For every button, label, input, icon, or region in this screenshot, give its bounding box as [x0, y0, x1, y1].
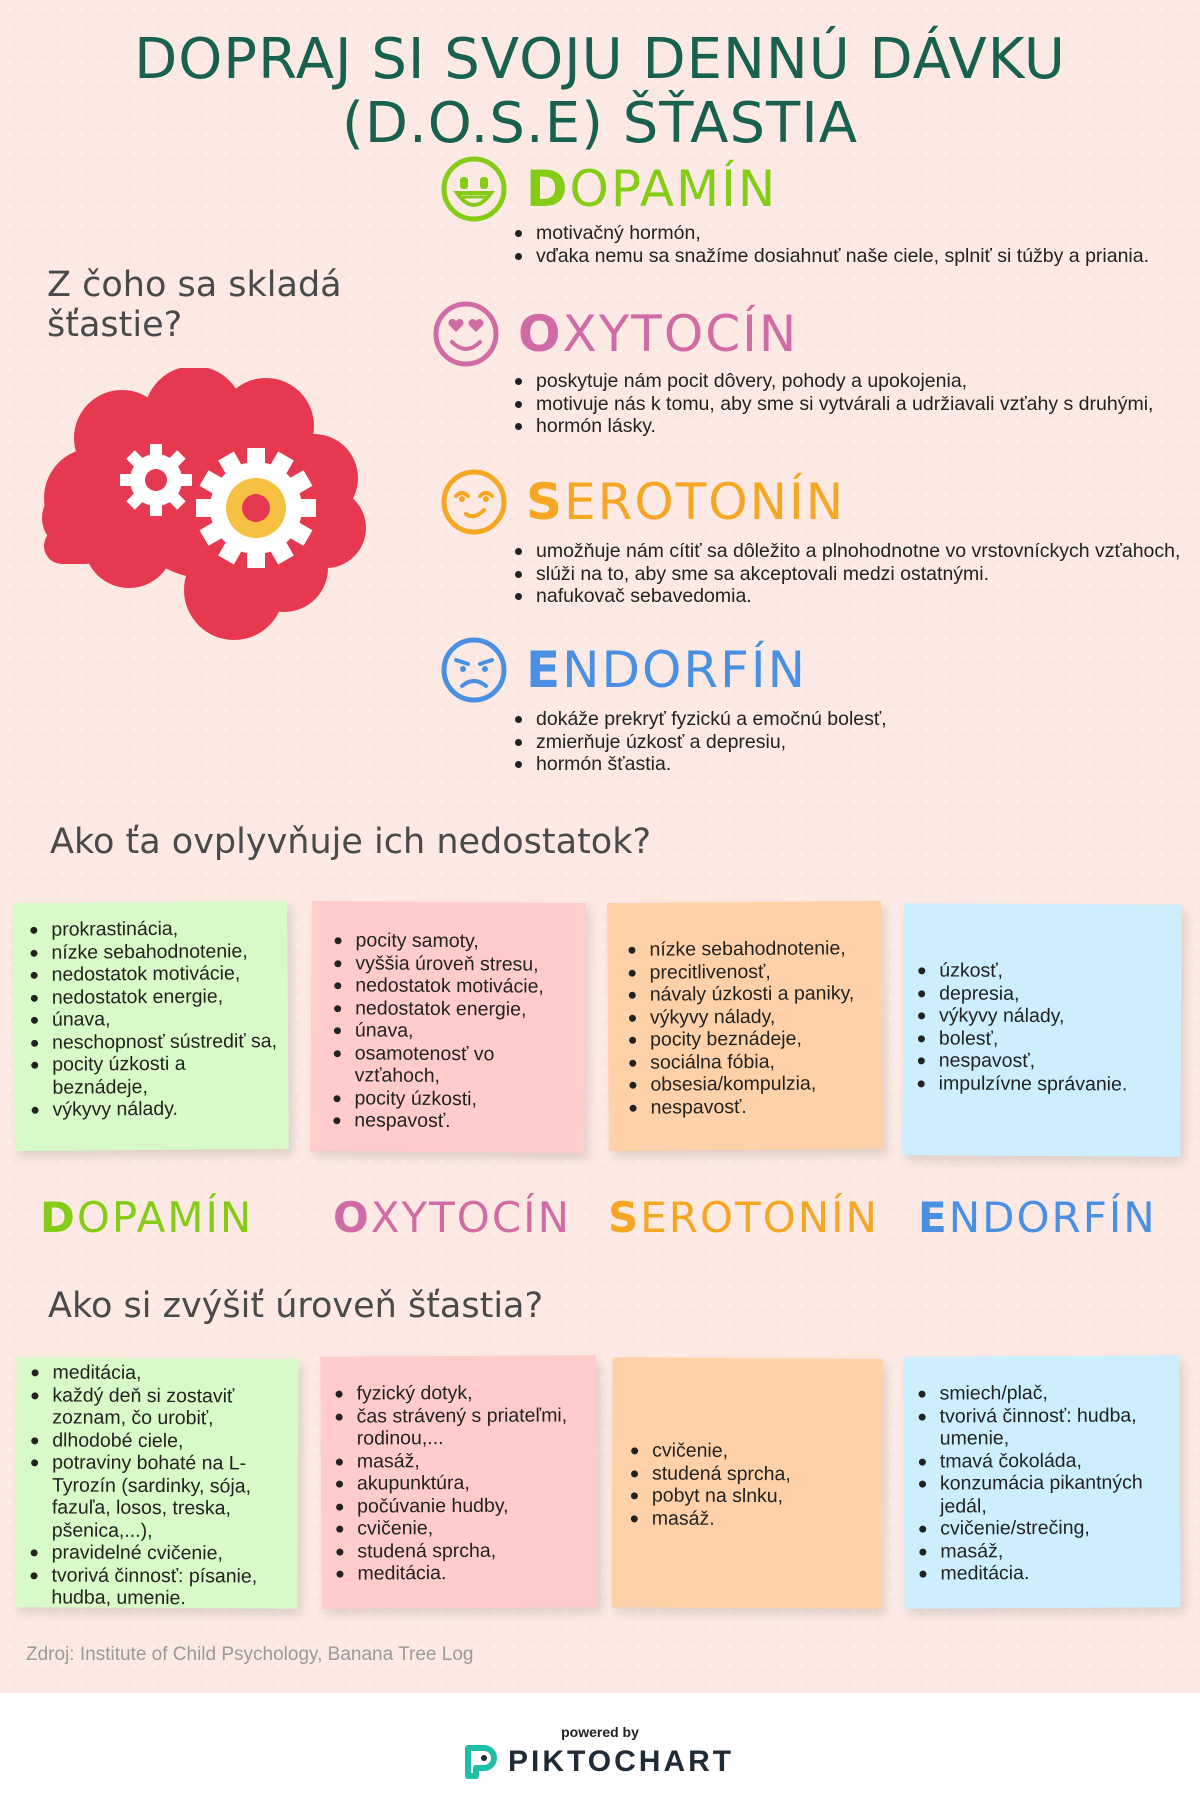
oxytocin-description	[510, 370, 1186, 438]
list-item: cvičenie,	[357, 1516, 597, 1540]
list-item: akupunktúra,	[357, 1471, 597, 1495]
label-initial: S	[608, 1193, 641, 1242]
list-item: masáž.	[652, 1507, 882, 1531]
source-citation: Zdroj: Institute of Child Psychology, Banana Tree Log	[26, 1644, 474, 1665]
dopamin-description	[510, 222, 1176, 267]
list-item: cvičenie,	[652, 1440, 882, 1464]
heart-eyes-icon	[432, 300, 500, 368]
list-item: cvičenie/strečing,	[940, 1516, 1180, 1540]
list-item: smiech/plač,	[939, 1381, 1179, 1405]
list-item: prokrastinácia,	[51, 917, 283, 941]
brain-gears-icon	[34, 368, 379, 640]
sad-icon	[440, 636, 508, 704]
list-item: masáž,	[357, 1449, 597, 1473]
hormone-initial: D	[526, 160, 570, 218]
label-initial: E	[918, 1193, 949, 1242]
list-item: vyššia úroveň stresu,	[355, 952, 585, 976]
boost-note-oxytocin	[320, 1355, 597, 1608]
page-title	[0, 28, 1200, 157]
hormone-name-rest: OPAMÍN	[569, 160, 778, 218]
list-item: čas strávený s priateľmi, rodinou,...	[357, 1404, 597, 1450]
list-item: nedostatok energie,	[52, 985, 284, 1009]
boost-list-dopamin	[21, 1361, 294, 1610]
deficiency-list-serotonin	[623, 937, 882, 1119]
label-rest: EROTONÍN	[640, 1193, 879, 1242]
label-rest: XYTOCÍN	[370, 1193, 571, 1242]
list-item: potraviny bohaté na L-Tyrozín (sardinky, sója, fazuľa, losos, treska, pšenica,...),	[52, 1451, 294, 1542]
hormone-initial: S	[526, 473, 565, 531]
title-line-2: (D.O.S.E) ŠŤASTIA	[341, 91, 859, 157]
list-item: nespavosť.	[354, 1109, 584, 1133]
list-item: výkyvy nálady.	[53, 1097, 285, 1121]
boost-list-serotonin	[624, 1439, 882, 1530]
label-endorfin	[918, 1193, 1157, 1242]
deficiency-list-endorfin	[913, 959, 1176, 1095]
list-item: motivuje nás k tomu, aby sme si vytvárali a udržiavali vzťahy s druhými,	[536, 393, 1186, 416]
list-item: výkyvy nálady,	[939, 1004, 1175, 1028]
boost-note-serotonin	[611, 1357, 882, 1608]
list-item: neschopnosť sústrediť sa,	[52, 1030, 284, 1054]
list-item: nespavosť,	[939, 1049, 1175, 1073]
list-item: studená sprcha,	[357, 1539, 597, 1563]
smirk-icon	[440, 468, 508, 536]
list-item: bolesť,	[939, 1027, 1175, 1051]
list-item: nedostatok energie,	[355, 997, 585, 1021]
list-item: konzumácia pikantných jedál,	[940, 1471, 1180, 1517]
piktochart-logo-icon	[464, 1744, 498, 1780]
deficiency-note-endorfin	[902, 903, 1181, 1156]
list-item: sociálna fóbia,	[650, 1050, 882, 1074]
list-item: hormón šťastia.	[536, 753, 1176, 776]
list-item: impulzívne správanie.	[939, 1072, 1175, 1096]
list-item: fyzický dotyk,	[356, 1381, 596, 1405]
list-item: nedostatok motivácie,	[355, 974, 585, 998]
list-item: nízke sebahodnotenie,	[649, 937, 881, 961]
list-item: tmavá čokoláda,	[940, 1449, 1180, 1473]
piktochart-brand-text: PIKTOCHART	[508, 1745, 735, 1778]
list-item: nafukovač sebavedomia.	[536, 585, 1200, 608]
list-item: úzkosť,	[939, 959, 1175, 983]
list-item: zmierňuje úzkosť a depresiu,	[536, 731, 1176, 754]
endorfin-description	[510, 708, 1176, 776]
hormone-heading-serotonin	[440, 468, 845, 536]
list-item: poskytuje nám pocit dôvery, pohody a upokojenia,	[536, 370, 1186, 393]
list-item: únava,	[52, 1007, 284, 1031]
list-item: nízke sebahodnotenie,	[51, 940, 283, 964]
boost-list-oxytocin	[330, 1381, 597, 1585]
list-item: obsesia/kompulzia,	[650, 1072, 882, 1096]
list-item: dokáže prekryť fyzickú a emočnú bolesť,	[536, 708, 1176, 731]
hormone-name-rest: NDORFÍN	[562, 641, 808, 699]
intro-question-line-2: šťastie?	[47, 305, 183, 346]
list-item: umožňuje nám cítiť sa dôležito a plnohodnotne vo vrstovníckych vzťahoch,	[536, 540, 1200, 563]
list-item: pocity úzkosti a beznádeje,	[52, 1052, 284, 1099]
list-item: precitlivenosť,	[650, 960, 882, 984]
hormone-initial: E	[526, 641, 563, 699]
powered-by-text: powered by	[561, 1724, 639, 1740]
serotonin-description	[510, 540, 1200, 608]
list-item: počúvanie hudby,	[357, 1494, 597, 1518]
smile-icon	[440, 155, 508, 223]
list-item: dlhodobé ciele,	[52, 1429, 294, 1453]
label-initial: D	[40, 1193, 77, 1242]
list-item: hormón lásky.	[536, 415, 1186, 438]
hormone-initial: O	[518, 305, 563, 363]
list-item: únava,	[355, 1019, 585, 1043]
list-item: slúži na to, aby sme sa akceptovali medzi ostatnými.	[536, 563, 1200, 586]
deficiency-question: Ako ťa ovplyvňuje ich nedostatok?	[50, 822, 652, 862]
label-initial: O	[333, 1193, 371, 1242]
list-item: meditácia.	[357, 1561, 597, 1585]
label-serotonin	[608, 1193, 879, 1242]
deficiency-list-oxytocin	[328, 929, 585, 1133]
boost-list-endorfin	[913, 1381, 1180, 1585]
list-item: pocity úzkosti,	[354, 1087, 584, 1111]
label-rest: OPAMÍN	[76, 1193, 254, 1242]
hormone-heading-oxytocin	[432, 300, 798, 368]
list-item: pravidelné cvičenie,	[52, 1541, 294, 1565]
list-item: motivačný hormón,	[536, 222, 1176, 245]
list-item: vďaka nemu sa snažíme dosiahnuť naše ciele, splniť si túžby a priania.	[536, 245, 1176, 268]
hormone-heading-endorfin	[440, 636, 807, 704]
list-item: masáž,	[940, 1539, 1180, 1563]
list-item: studená sprcha,	[652, 1462, 882, 1486]
list-item: návaly úzkosti a paniky,	[650, 982, 882, 1006]
hormone-name-rest: XYTOCÍN	[562, 305, 799, 363]
list-item: nespavosť.	[650, 1095, 882, 1119]
list-item: výkyvy nálady,	[650, 1005, 882, 1029]
label-rest: NDORFÍN	[948, 1193, 1157, 1242]
intro-question	[47, 265, 342, 346]
list-item: meditácia,	[53, 1361, 295, 1385]
boost-note-dopamin	[15, 1357, 298, 1608]
deficiency-list-dopamin	[21, 917, 284, 1121]
intro-question-line-1: Z čoho sa skladá	[47, 265, 342, 305]
label-oxytocin	[333, 1193, 571, 1242]
deficiency-note-serotonin	[607, 901, 883, 1151]
list-item: meditácia.	[940, 1561, 1180, 1585]
list-item: pobyt na slnku,	[652, 1485, 882, 1509]
list-item: každý deň si zostaviť zoznam, čo urobiť,	[52, 1384, 294, 1430]
deficiency-note-dopamin	[13, 901, 289, 1151]
hormone-heading-dopamin	[440, 155, 777, 223]
title-line-1: DOPRAJ SI SVOJU DENNÚ DÁVKU	[134, 27, 1066, 92]
piktochart-logo[interactable]	[464, 1744, 734, 1780]
list-item: depresia,	[939, 982, 1175, 1006]
list-item: tvorivá činnosť: hudba, umenie,	[940, 1404, 1180, 1450]
list-item: pocity samoty,	[356, 929, 586, 953]
boost-note-endorfin	[903, 1355, 1180, 1608]
list-item: tvorivá činnosť: písanie, hudba, umenie.	[51, 1564, 293, 1610]
list-item: nedostatok motivácie,	[52, 962, 284, 986]
list-item: osamotenosť vo vzťahoch,	[355, 1042, 585, 1089]
hormone-name-rest: EROTONÍN	[564, 473, 846, 531]
label-dopamin	[40, 1193, 253, 1242]
list-item: pocity beznádeje,	[650, 1027, 882, 1051]
deficiency-note-oxytocin	[310, 901, 586, 1153]
boost-question: Ako si zvýšiť úroveň šťastia?	[48, 1286, 544, 1326]
